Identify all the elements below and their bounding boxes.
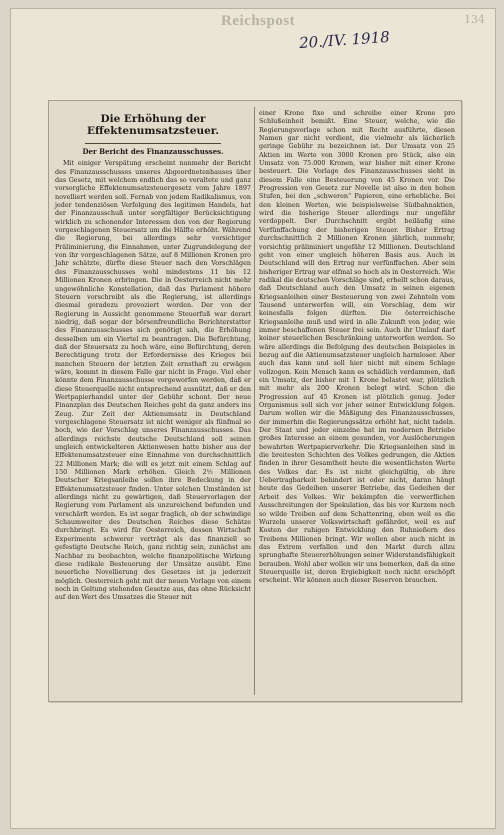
corner-mark: 134 [464,13,485,26]
article-column-left [55,107,251,602]
newspaper-clipping [48,100,462,702]
article-headline: Die Erhöhung der Effektenumsatzsteuer. [87,113,219,137]
article-body-left: Mit einiger Verspätung erscheint nunmehr der Bericht des Finanzausschusses unseres Abgeordnetenhauses über das Gesetz, mit welchem endlich das so veraltete und ganz vorsorgliche Effektenumsatzsteuergesetz vom Jahre 1897 novelliert werden soll. Fernab von jedem Radikalismus, von jeder tendenziösen Verfolgung des legitimen Handels, hat der Finanzausschuß unter sorgfältiger Berücksichtigung wirklich zu schonender Interessen den von der Regierung vorgeschlagenen Steuersatz um die Hälfte erhöht. Während die Regierung, bei allerdings sehr vorsichtiger Präliminierung, die Einnahmen, unter Zugrundelegung der von ihr vorgeschlagenen Sätze, auf 8 Millionen Kronen pro Jahr schätzte, dürfte diese Steuer nach den Vorschlägen des Finanzausschusses wohl mindestens 11 bis 12 Millionen Kronen erbringen. Die in Oesterreich nicht mehr ungewöhnliche Konstellation, daß das Parlament höhere Steuern vorschreibt als die Regierung, ist allerdings diesmal geradezu provoziert worden. Der von der Regierung in Aussicht genommene Steuerfuß war derart niedrig, daß sogar der börsenfreundliche Berichterstatter des Finanzausschusses sich genötigt sah, die Erhöhung desselben um ein Viertel zu beantragen. Die Befürchtung, daß der Steuersatz zu hoch wäre, eine Befürchtung, deren Berechtigung trotz der Erfordernisse des Krieges bei manchen Steuern der letzten Zeit ernsthaft zu erwägen wäre, kommt in diesem Falle gar nicht in Frage. Viel eher könnte dem Finanzausschusse vorgeworfen werden, daß er diese Steuerquelle nicht entsprechend ausnützt, daß er den Wertpapierhandel unter der Gebühr schont. Der neue Finanzplan des Deutschen Reiches geht da ganz anders ins Zeug. Zur Zeit der Aktienumsatz in Deutschland vorgeschlagene Steuersatz ist nicht weniger als fünfmal so hoch, wie der Vorschlag unseres Finanzausschusses. Das allerdings reichste deutsche Deutschland soll seinen ungleich entwickelteren Aktienwesen hatte bisher aus der Effektenumsatzsteuer eine Einnahme von durchschnittlich 22 Millionen Mark; die will es jetzt mit einem Schlag auf 150 Millionen Mark erhöhen. Gleich 2½ Millionen Deutscher Kriegsanleihe sollen ihre Bedeckung in der Effektenumsatzsteuer finden. Unter solchen Umständen ist allerdings nicht zu gewärtigen, daß Steuervorlagen der Regierung vom Parlament als unzureichend befunden und verschärft werden. Es ist sogar fraglich, ob der schwindige Schaumweiter des Deutschen Reiches diese Schätze durchbringt. Es wird für Oesterreich, dessen Wirtschaft Experimente schwerer verträgt als das finanziell so gefestigte Deutsche Reich, ganz richtig sein, zunächst am Nachbar zu beobachten, welche finanzpolitische Wirkung diese radikale Besteuerung der Umsätze ausübt. Eine neuerliche Novellierung des Gesetzes ist ja jederzeit möglich. Oesterreich geht mit der neuen Vorlage von einem noch in Geltung stehenden Gesetze aus, das ohne Rücksicht auf den Wert des Umsatzes die Steuer mit [55,159,251,602]
article-body-right: einer Krone fixe und schreibe einer Krone pro Schlußeinheit bemißt. Eine Steuer, welche, wie die Regierungsvorlage schon mit Recht ausführte, diesen Namen gar nicht verdient, die vielmehr als lächerlich geringe Gebühr zu bezeichnen ist. Der Umsatz von 25 Aktien im Werte von 3000 Kronen pro Stück, also ein Umsatz von 75.000 Kronen, war bisher mit einer Krone besteuert. Die Vorlage des Finanzausschusses sieht in diesem Falle eine Besteuerung von 45 Kronen vor. Die Progression von Gesetz zur Novelle ist also in den hohen Stufen, bei den „schweren“ Papieren, eine erhebliche. Bei den kleinen Werten, wie beispielsweise Südbahnaktien, wird die bisherige Steuer allerdings nur ungefähr verdoppelt. Der Durchschnitt ergibt beiläufig eine Verfünffachung der bisherigen Steuer. Bisher Ertrag durchschnittlich 2 Millionen Kronen jährlich, nunmehr, vorsichtig präliminiert ungefähr 12 Millionen. Deutschland geht von einer ungleich höheren Basis aus. Auch in Deutschland will den Ertrag nur verfünffachen. Aber sein bisheriger Ertrag war elfmal so hoch als in Oesterreich. Wie radikal die deutschen Vorschläge sind, erhellt schon daraus, daß Deutschland auch den Umsatz in seinen eigenen Kriegsanleihen einer Besteuerung von zwei Zehnteln vom Tausend unterwerfen will, ein Vorschlag, dem wir keinesfalls folgen dürften. Die österreichische Kriegsanleihe muß und wird in alle Zukunft von jeder, wie immer beschaffenen Steuer frei sein. Auch ihr Umlauf darf keiner steuerlichen Beschränkung unterworfen werden. So wäre allerdings die Befolgung des deutschen Beispieles in bezug auf die Aktienumsatzsteuer ungleich harmloser. Aber auch das kann und soll hier nicht mit einem Schlage vollzogen. Kein Mensch kann es schädlich verdammen, daß ein Umsatz, der bisher mit 1 Krone belastet war, plötzlich mit mehr als 200 Kronen belegt wird. Schon die Progression auf 45 Kronen ist plötzlich genug. Jeder Organismus soll sich vor jeher seiner Entwicklung folgen. Darum wollen wir die Mäßigung des Finanzausschusses, der immerhin die Regierungssätze erhöht hat, nicht tadeln. Der Staat und jeder einzelne hat im modernen Betriebe großes Interesse an einem gesunden, vor Auslöcherungen bewahrten Wertpapierverkehr. Die Kriegsanleihen sind in die breitesten Schichten des Volkes gedrungen, die Aktien finden in ihrer Gesamtheit heute die wesentlichsten Werte des Volkes dar. Es ist nicht gleichgültig, ob ihre Uebertragbarkeit behindert ist oder nicht, daran hängt heute das Gedeihen unserer Betriebe, das Gedeihen der Arbeit des Volkes. Wir bekämpfen die verwerflichen Ausschreitungen der Spekulation, das bis vor Kurzem noch so wilde Treiben auf dem Schattenring, eben weil es die Wurzeln unserer Volkswirtschaft gefährdet, weil es auf Kosten der ruhigen Entwicklung den Ruhnießern des Treibens Millionen bringt. Wir wollen aber auch nicht in das Extrem verfallen und den Markt durch allzu sprunghafte Steuererhöhungen seiner Widerstandsfähigkeit berauben. Wohl aber wollen wir uns bemerken, daß da eine Steuerquelle ist, deren Ergiebigkeit noch nicht erschöpft erscheint. Wir können auch dieser Reserven brauchen. [259,109,456,585]
headline-rule [85,143,221,144]
article-column-right [259,109,455,585]
article-subhead: Der Bericht des Finanzausschusses. [82,147,224,156]
column-divider [254,107,255,695]
masthead: Reichspost [221,13,296,29]
handwritten-date: 20./IV. 1918 [298,27,391,53]
